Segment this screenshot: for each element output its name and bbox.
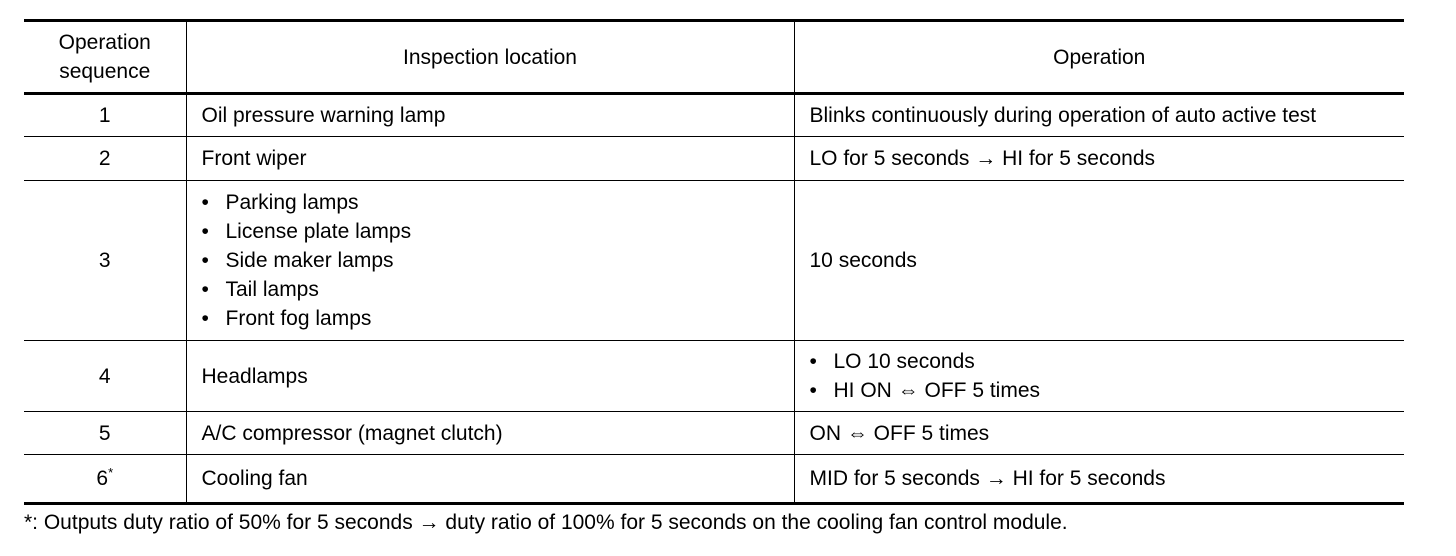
list-item	[810, 376, 1405, 405]
table-row	[24, 181, 1404, 341]
table-header-row	[24, 21, 1404, 94]
sequence-cell: 3	[24, 181, 186, 341]
table-row	[24, 341, 1404, 412]
sequence-cell: 1	[24, 94, 186, 137]
location-cell	[186, 181, 794, 341]
bullet-icon: •	[809, 350, 817, 373]
sequence-cell: 4	[24, 341, 186, 412]
sequence-cell	[24, 455, 186, 504]
inspection-table-container	[24, 19, 1404, 505]
header-operation-sequence-label: Operation sequence	[58, 31, 151, 83]
bullet-icon: •	[201, 307, 209, 330]
header-operation-sequence	[24, 21, 186, 94]
operation-cell: LO for 5 seconds → HI for 5 seconds	[794, 137, 1404, 181]
sequence-cell: 5	[24, 412, 186, 455]
table-row	[24, 137, 1404, 181]
footnote-marker: *	[108, 465, 114, 480]
bullet-icon: •	[201, 249, 209, 272]
location-cell: Headlamps	[186, 341, 794, 412]
operation-cell	[794, 341, 1404, 412]
bullet-icon: •	[201, 278, 209, 301]
list-item-label: Parking lamps	[225, 191, 359, 214]
list-item-label: Side maker lamps	[225, 249, 394, 272]
list-item	[202, 275, 794, 304]
table-row	[24, 412, 1404, 455]
location-cell: A/C compressor (magnet clutch)	[186, 412, 794, 455]
list-item-label: HI ON ⇔ OFF 5 times	[833, 379, 1041, 402]
list-item-label: License plate lamps	[225, 220, 412, 243]
operation-cell: Blinks continuously during operation of auto active test	[794, 94, 1404, 137]
list-item	[202, 246, 794, 275]
table-row	[24, 94, 1404, 137]
location-cell: Front wiper	[186, 137, 794, 181]
header-operation: Operation	[794, 21, 1404, 94]
sequence-cell: 2	[24, 137, 186, 181]
location-bullet-list	[202, 188, 794, 333]
bullet-icon: •	[201, 191, 209, 214]
sequence-number: 6	[96, 467, 109, 490]
operation-bullet-list	[810, 347, 1405, 405]
list-item	[202, 188, 794, 217]
operation-cell: MID for 5 seconds → HI for 5 seconds	[794, 455, 1404, 504]
list-item-label: Front fog lamps	[225, 307, 372, 330]
list-item-label: Tail lamps	[225, 278, 319, 301]
operation-cell: 10 seconds	[794, 181, 1404, 341]
location-cell: Cooling fan	[186, 455, 794, 504]
header-inspection-location: Inspection location	[186, 21, 794, 94]
location-cell: Oil pressure warning lamp	[186, 94, 794, 137]
list-item-label: LO 10 seconds	[833, 350, 975, 373]
inspection-table	[24, 19, 1404, 505]
table-row	[24, 455, 1404, 504]
list-item	[810, 347, 1405, 376]
list-item	[202, 217, 794, 246]
bullet-icon: •	[809, 379, 817, 402]
operation-cell: ON ⇔ OFF 5 times	[794, 412, 1404, 455]
list-item	[202, 304, 794, 333]
bullet-icon: •	[201, 220, 209, 243]
footnote: *: Outputs duty ratio of 50% for 5 seconds → duty ratio of 100% for 5 seconds on the cooling fan control module.	[24, 511, 1068, 534]
